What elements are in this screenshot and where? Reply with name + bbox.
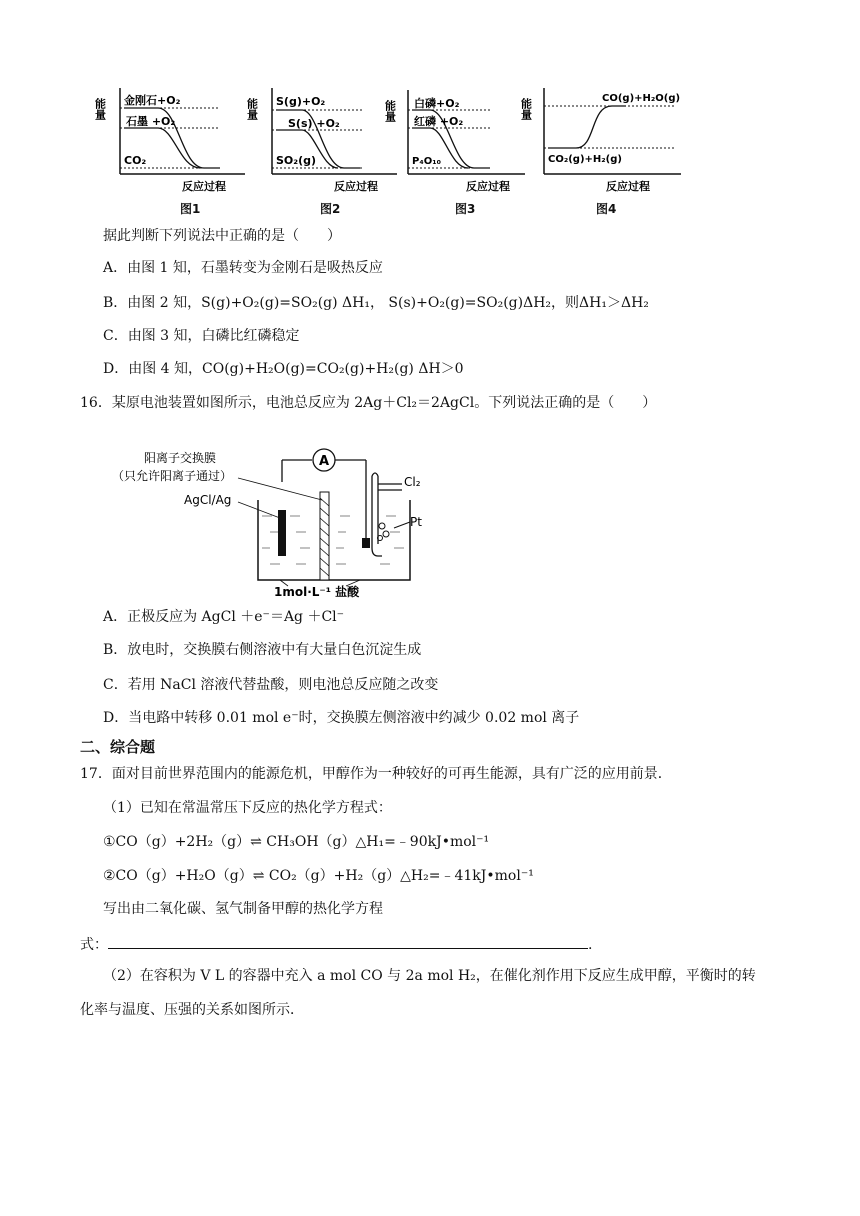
q16-option-c: C．若用 NaCl 溶液代替盐酸，则电池总反应随之改变 bbox=[103, 677, 439, 693]
q17-part1: （1）已知在常温常压下反应的热化学方程式： bbox=[103, 800, 392, 816]
figure-3-caption: 图3 bbox=[455, 202, 476, 216]
q16-option-b: B．放电时，交换膜右侧溶液中有大量白色沉淀生成 bbox=[103, 642, 422, 658]
label-red-p: 红磷 +O₂ bbox=[414, 115, 464, 128]
q17-part2-line2: 化率与温度、压强的关系如图所示． bbox=[80, 1002, 304, 1018]
x-axis-label: 反应过程 bbox=[334, 180, 378, 193]
q15-option-c: C．由图 3 知，白磷比红磷稳定 bbox=[103, 328, 300, 344]
x-axis-label: 反应过程 bbox=[182, 180, 226, 193]
energy-diagram-1 bbox=[93, 84, 250, 194]
label-graphite: 石墨 +O₂ bbox=[126, 115, 176, 128]
y-axis-label: 能量 bbox=[93, 98, 107, 120]
q15-option-a: A．由图 1 知，石墨转变为金刚石是吸热反应 bbox=[103, 260, 383, 276]
label-co2: CO₂ bbox=[124, 154, 147, 167]
cl2-label: Cl₂ bbox=[404, 475, 421, 489]
x-axis-label: 反应过程 bbox=[606, 180, 650, 193]
figure-4-caption: 图4 bbox=[596, 202, 617, 216]
q17-part2-line1: （2）在容积为 V L 的容器中充入 a mol CO 与 2a mol H₂，在催化剂作用下反应生成甲醇，平衡时的转 bbox=[103, 968, 756, 984]
label-sg: S(g)+O₂ bbox=[276, 95, 326, 108]
q15-stem: 据此判断下列说法中正确的是（ ） bbox=[103, 228, 341, 244]
label-p4o10: P₄O₁₀ bbox=[412, 156, 441, 167]
agcl-ag-electrode bbox=[278, 510, 286, 556]
galvanic-cell-figure bbox=[110, 440, 440, 598]
q16-stem: 16．某原电池装置如图所示，电池总反应为 2Ag＋Cl₂＝2AgCl。下列说法正确的是（ ） bbox=[80, 395, 657, 411]
answer-blank[interactable] bbox=[108, 934, 588, 949]
membrane-label: 阳离子交换膜 bbox=[144, 451, 217, 465]
section-title: 二、综合题 bbox=[80, 738, 156, 756]
energy-diagram-2 bbox=[245, 84, 402, 194]
energy-diagram-3 bbox=[383, 88, 530, 194]
y-axis-label: 能量 bbox=[383, 100, 397, 122]
q16-option-d: D．当电路中转移 0.01 mol e⁻时，交换膜左侧溶液中约减少 0.02 mol 离子 bbox=[103, 710, 580, 726]
label-so2: SO₂(g) bbox=[276, 154, 317, 167]
ammeter-label: A bbox=[319, 454, 330, 469]
label-co2-h2: CO₂(g)+H₂(g) bbox=[548, 154, 622, 165]
solution-label: 1mol·L⁻¹ 盐酸 bbox=[274, 585, 360, 599]
pt-electrode bbox=[362, 538, 370, 548]
membrane-note: （只允许阳离子通过） bbox=[112, 469, 233, 483]
label-ss: S(s) +O₂ bbox=[288, 117, 340, 130]
q17-equation-2: ②CO（g）+H₂O（g）⇌ CO₂（g）+H₂（g）△H₂=﹣41kJ•mol⁻¹ bbox=[103, 868, 534, 884]
label-white-p: 白磷+O₂ bbox=[414, 97, 460, 110]
answer-prefix: 式： bbox=[80, 937, 108, 953]
y-axis-label: 能量 bbox=[245, 98, 259, 120]
label-diamond: 金刚石+O₂ bbox=[124, 94, 181, 107]
energy-diagram-4 bbox=[519, 84, 686, 194]
q17-equation-1: ①CO（g）+2H₂（g）⇌ CH₃OH（g）△H₁=﹣90kJ•mol⁻¹ bbox=[103, 834, 490, 850]
pt-label: Pt bbox=[410, 515, 422, 529]
answer-suffix: . bbox=[588, 937, 593, 953]
q16-option-a: A．正极反应为 AgCl ＋e⁻＝Ag ＋Cl⁻ bbox=[103, 609, 345, 625]
q15-option-d: D．由图 4 知，CO(g)+H₂O(g)=CO₂(g)+H₂(g) ΔH＞0 bbox=[103, 361, 464, 377]
q17-answer-line bbox=[80, 934, 592, 955]
x-axis-label: 反应过程 bbox=[466, 180, 510, 193]
label-co-h2o: CO(g)+H₂O(g) bbox=[602, 93, 681, 104]
q17-prompt: 写出由二氧化碳、氢气制备甲醇的热化学方程 bbox=[103, 901, 383, 917]
q15-option-b: B．由图 2 知，S(g)+O₂(g)=SO₂(g) ΔH₁， S(s)+O₂(g)=SO₂(g)ΔH₂，则ΔH₁＞ΔH₂ bbox=[103, 295, 649, 311]
figure-1-caption: 图1 bbox=[180, 202, 201, 216]
agcl-ag-label: AgCl/Ag bbox=[184, 493, 232, 507]
figure-2-caption: 图2 bbox=[320, 202, 341, 216]
q17-stem: 17．面对目前世界范围内的能源危机，甲醇作为一种较好的可再生能源，具有广泛的应用前景． bbox=[80, 766, 672, 782]
y-axis-label: 能量 bbox=[519, 98, 533, 120]
